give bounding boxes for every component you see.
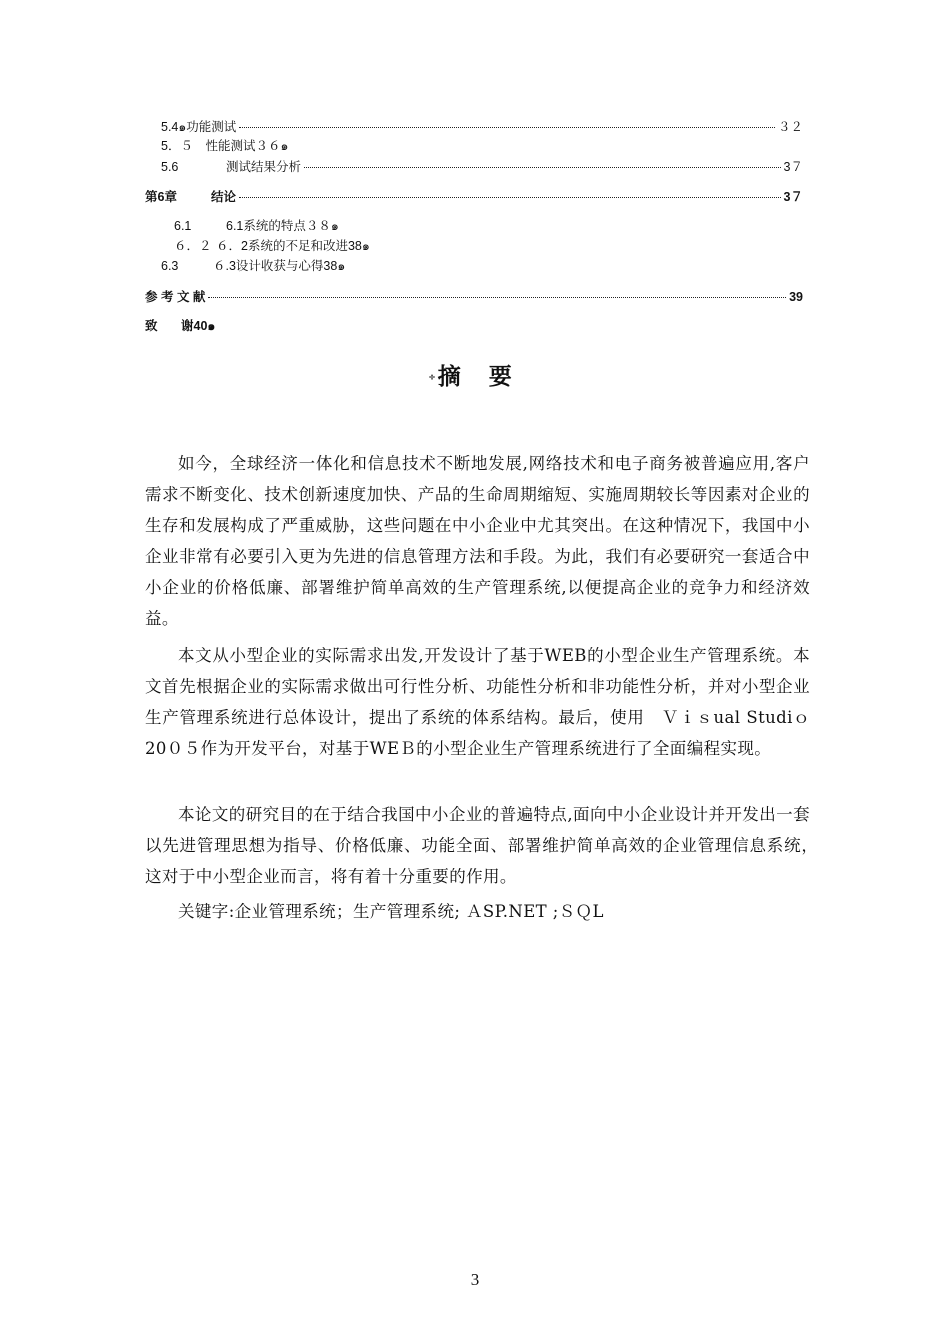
toc-entry-acknowledgements[interactable] [145, 316, 215, 336]
toc-entry-number: 5.6 [161, 160, 179, 174]
toc-entry-6-2[interactable] [174, 236, 370, 256]
toc-entry-number: 6.3 [161, 259, 179, 273]
toc-entry-5-4[interactable] [161, 117, 803, 137]
toc-leader [208, 297, 786, 298]
toc-entry-label: 5．５ 性能测试３６๑ [161, 139, 289, 153]
toc-entry-references[interactable] [145, 287, 803, 305]
toc-entry-label: 5.4๑功能测试 [161, 120, 237, 134]
abstract-paragraph-1: 如今，全球经济一体化和信息技术不断地发展,网络技术和电子商务被普遍应用,客户需求不断变化、技术创新速度加快、产品的生命周期缩短、实施周期较长等因素对企业的生存和发展构成了严重威胁，这些问题在中小企业中尤其突出。在这种情况下，我国中小企业非常有必要引入更为先进的信息管理方法和手段。为此，我们有必要研究一套适合中小企业的价格低廉、部署维护简单高效的生产管理系统,以便提高企业的竞争力和经济效益。 [145, 453, 810, 628]
toc-entry-label: 参 考 文 献 [145, 290, 206, 304]
toc-entry-page: ３２ [777, 120, 803, 134]
abstract-title-text: 摘 要 [437, 364, 522, 390]
toc-leader [239, 127, 775, 128]
toc-entry-number: ６．２ [174, 239, 212, 253]
toc-entry-number: 致 [145, 319, 158, 333]
toc-entry-label: 测试结果分析 [226, 160, 302, 174]
toc-entry-page: 3７ [783, 160, 803, 174]
keywords-line: 关键字:企业管理系统；生产管理系统; ＡSP.NET ;ＳＱL [178, 901, 604, 921]
toc-entry-5-6[interactable] [161, 157, 803, 175]
toc-entry-page: 39 [789, 290, 803, 304]
toc-entry-label: ６.3设计收获与心得38๑ [213, 259, 346, 273]
toc-entry-label: ６．2系统的不足和改进38๑ [216, 239, 370, 253]
toc-entry-label: 结论 [211, 190, 237, 204]
toc-entry-number: 第6章 [145, 190, 177, 204]
abstract-paragraph-3: 本论文的研究目的在于结合我国中小企业的普遍特点,面向中小企业设计并开发出一套以先进管理思想为指导、价格低廉、功能全面、部署维护简单高效的企业管理信息系统， 这对于中小型企业而言，将有着十分重要的作用。 [145, 804, 827, 886]
abstract-title [0, 358, 950, 391]
page-number: 3 [470, 1270, 480, 1289]
toc-entry-label: 谢40๑ [181, 319, 216, 333]
abstract-paragraph-2: 本文从小型企业的实际需求出发,开发设计了基于WEB的小型企业生产管理系统。本文首先根据企业的实际需求做出可行性分析、功能性分析和非功能性分析，并对小型企业生产管理系统进行总体设计，提出了系统的体系结构。最后，使用 Ｖｉｓual Studiｏ20０５作为开发平台，对基于WEＢ的小型企业生产管理系统进行了全面编程实现。 [145, 645, 810, 758]
toc-entry-number: 6.1 [174, 219, 192, 233]
toc-entry-chapter-6[interactable] [145, 187, 803, 205]
anchor-mark-icon: ÷ [428, 372, 436, 383]
toc-leader [304, 167, 781, 168]
toc-entry-6-1[interactable] [174, 216, 339, 236]
toc-leader [239, 197, 781, 198]
toc-entry-5-5[interactable] [161, 136, 288, 156]
toc-entry-page: 3７ [783, 190, 803, 204]
toc-entry-label: 6.1系统的特点３８๑ [226, 219, 339, 233]
toc-entry-6-3[interactable] [161, 256, 345, 276]
